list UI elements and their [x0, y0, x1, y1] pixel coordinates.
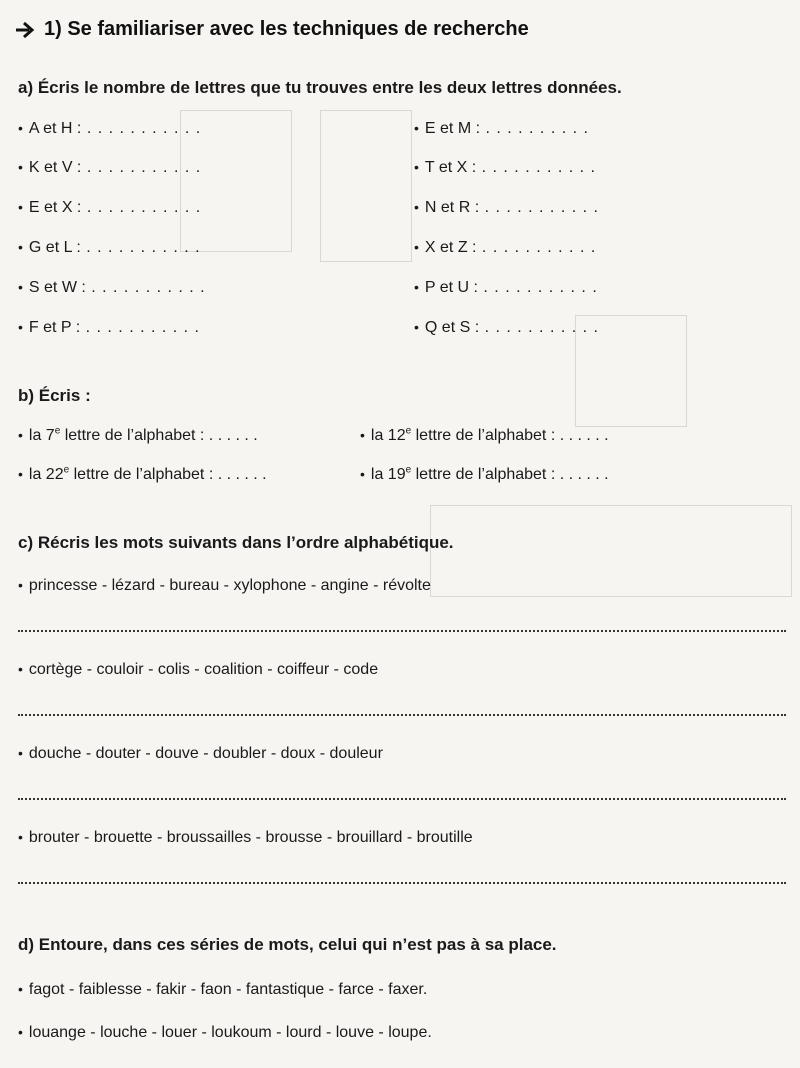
section-c-word-list: • douche - douter - douve - doubler - doux - douleur: [18, 745, 383, 762]
section-d-heading: d) Entoure, dans ces séries de mots, celui qui n’est pas à sa place.: [18, 935, 557, 954]
answer-line[interactable]: [18, 798, 786, 800]
section-a-right-item: • Q et S : . . . . . . . . . . .: [414, 319, 599, 336]
bullet: •: [414, 279, 419, 295]
section-d-word-series[interactable]: • fagot - faiblesse - fakir - faon - fantastique - farce - faxer.: [18, 981, 428, 998]
answer-line[interactable]: [18, 630, 786, 632]
section-a-heading: a) Écris le nombre de lettres que tu trouves entre les deux lettres données.: [18, 78, 622, 97]
bullet: •: [414, 239, 419, 255]
bullet: •: [18, 319, 23, 335]
section-a-right-item: • X et Z : . . . . . . . . . . .: [414, 239, 597, 256]
bullet: •: [414, 120, 419, 136]
section-a-left-item: • F et P : . . . . . . . . . . .: [18, 319, 200, 336]
bullet: •: [18, 159, 23, 175]
section-a-left-item: • S et W : . . . . . . . . . . .: [18, 279, 206, 296]
bullet: •: [18, 981, 23, 997]
section-a-right-item: • P et U : . . . . . . . . . . .: [414, 279, 598, 296]
bullet: •: [414, 319, 419, 335]
bullet: •: [18, 661, 23, 677]
bullet: •: [360, 427, 365, 443]
bullet: •: [18, 279, 23, 295]
section-a-left-item: • G et L : . . . . . . . . . . .: [18, 239, 201, 256]
answer-line[interactable]: [18, 714, 786, 716]
section-c-word-list: • brouter - brouette - broussailles - brousse - brouillard - broutille: [18, 829, 473, 846]
bullet: •: [414, 159, 419, 175]
bullet: •: [18, 1024, 23, 1040]
section-b-item: • la 22e lettre de l’alphabet : . . . . . .: [18, 464, 267, 483]
section-a-right-item: • N et R : . . . . . . . . . . .: [414, 199, 599, 216]
section-a-left-item: • A et H : . . . . . . . . . . .: [18, 120, 202, 137]
section-a-left-item: • E et X : . . . . . . . . . . .: [18, 199, 202, 216]
page-title-text: 1) Se familiariser avec les techniques de recherche: [44, 18, 529, 40]
page-title: [14, 18, 529, 41]
section-b-item: • la 12e lettre de l’alphabet : . . . . . .: [360, 425, 609, 444]
section-a-right-item: • T et X : . . . . . . . . . . .: [414, 159, 596, 176]
bullet: •: [18, 427, 23, 443]
bullet: •: [360, 466, 365, 482]
section-b-item: • la 19e lettre de l’alphabet : . . . . . .: [360, 464, 609, 483]
ghost-book-illustration-2: [320, 110, 412, 262]
bullet: •: [18, 199, 23, 215]
section-a-left-item: • K et V : . . . . . . . . . . .: [18, 159, 202, 176]
section-a-right-item: • E et M : . . . . . . . . . .: [414, 120, 589, 137]
bullet: •: [18, 239, 23, 255]
section-d-word-series[interactable]: • louange - louche - louer - loukoum - lourd - louve - loupe.: [18, 1024, 432, 1041]
answer-line[interactable]: [18, 882, 786, 884]
arrow-right-icon: [14, 20, 36, 40]
bullet: •: [18, 120, 23, 136]
bullet: •: [414, 199, 419, 215]
section-c-heading: c) Récris les mots suivants dans l’ordre alphabétique.: [18, 533, 454, 552]
ghost-box-2: [430, 505, 792, 597]
bullet: •: [18, 829, 23, 845]
bullet: •: [18, 745, 23, 761]
bullet: •: [18, 466, 23, 482]
bullet: •: [18, 577, 23, 593]
section-b-heading: b) Écris :: [18, 386, 91, 405]
section-b-item: • la 7e lettre de l’alphabet : . . . . . .: [18, 425, 258, 444]
section-c-word-list: • cortège - couloir - colis - coalition - coiffeur - code: [18, 661, 379, 678]
section-c-word-list: • princesse - lézard - bureau - xylophone - angine - révolte: [18, 577, 431, 594]
